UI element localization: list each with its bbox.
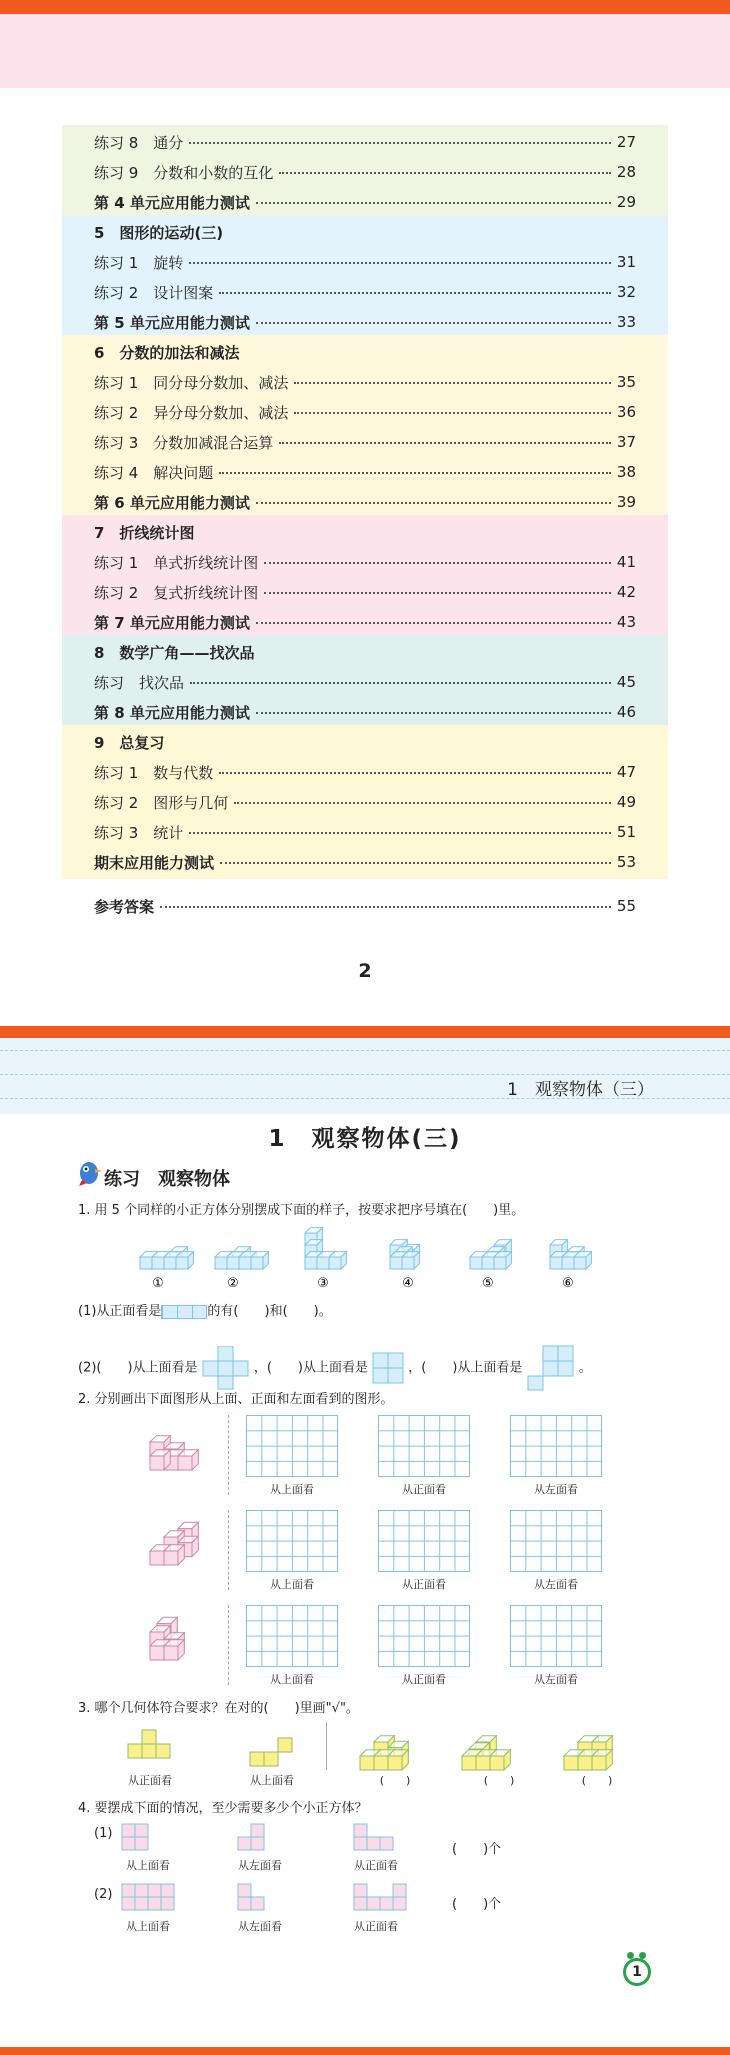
- page-number-badge: 1: [623, 1958, 651, 1986]
- q3-answer-paren[interactable]: ( ): [483, 1774, 515, 1787]
- cube: [388, 1750, 408, 1770]
- toc-label: 第 5 单元应用能力测试: [94, 313, 250, 332]
- toc-leader: [264, 584, 611, 594]
- toc-page-number: 38: [616, 463, 636, 481]
- toc-label: 练习 1 数与代数: [94, 763, 214, 782]
- cube: [592, 1750, 612, 1770]
- toc-label: 9 总复习: [94, 733, 165, 752]
- front-view-icon: [161, 1305, 207, 1319]
- q3-answer-paren[interactable]: ( ): [379, 1774, 411, 1787]
- toc-entry[interactable]: [62, 757, 668, 787]
- toc-leader: [189, 824, 611, 834]
- top-view-shape-c: [527, 1345, 575, 1391]
- toc-label: 第 7 单元应用能力测试: [94, 613, 250, 632]
- q4-label-1: (1): [94, 1826, 113, 1841]
- toc-label: 第 4 单元应用能力测试: [94, 193, 250, 212]
- toc-label: 8 数学广角——找次品: [94, 643, 255, 662]
- bottom-orange-bar: [0, 2047, 730, 2055]
- figure-label: ⑤: [482, 1276, 494, 1290]
- toc-page-number: 32: [616, 283, 636, 301]
- toc-entry[interactable]: [62, 157, 668, 187]
- top-orange-bar: [0, 0, 730, 14]
- header-dash: [0, 1050, 730, 1051]
- top-orange-bar: [0, 1026, 730, 1038]
- toc-test-entry[interactable]: [62, 307, 668, 337]
- grid-caption: 从左面看: [534, 1673, 578, 1686]
- toc-label: 期末应用能力测试: [94, 853, 215, 872]
- toc-leader: [189, 254, 611, 264]
- divider: [326, 1722, 327, 1770]
- toc-label: 练习 2 复式折线统计图: [94, 583, 259, 602]
- toc-page-number: 47: [616, 763, 636, 781]
- toc-page-number: 45: [616, 673, 636, 691]
- cube: [490, 1750, 510, 1770]
- cube: [494, 1252, 511, 1269]
- toc-entry[interactable]: [62, 577, 668, 607]
- toc-chapter-heading[interactable]: [62, 727, 668, 757]
- bird-icon: [76, 1158, 102, 1186]
- toc-test-entry[interactable]: [62, 487, 668, 517]
- toc-label: 练习 2 图形与几何: [94, 793, 229, 812]
- toc-page-number: 31: [616, 253, 636, 271]
- q2-divider: [228, 1605, 229, 1685]
- toc-label: 练习 8 通分: [94, 133, 184, 152]
- question-2: 2. 分别画出下面图形从上面、正面和左面看到的图形。: [78, 1392, 394, 1407]
- running-header: 1 观察物体（三）: [507, 1080, 654, 1100]
- grid-caption: 从正面看: [402, 1673, 446, 1686]
- toc-leader: [264, 554, 611, 564]
- toc-page-number: 36: [616, 403, 636, 421]
- figure-label: ③: [317, 1276, 329, 1290]
- question-4: 4. 要摆成下面的情况，至少需要多少个小正方体？: [78, 1801, 368, 1816]
- drawing-grid[interactable]: [246, 1510, 338, 1572]
- toc-leader: [219, 764, 611, 774]
- toc-label: 7 折线统计图: [94, 523, 195, 542]
- q4-caption-left: 从左面看: [238, 1859, 282, 1872]
- toc-leader: [294, 404, 611, 414]
- toc-chapter-heading[interactable]: [62, 637, 668, 667]
- cube: [251, 1252, 268, 1269]
- header-band: [0, 14, 730, 88]
- q4-label-2: (2): [94, 1887, 113, 1902]
- toc-label: 参考答案: [94, 897, 155, 916]
- q2-solid-figure: [140, 1610, 210, 1670]
- q4-caption-front: 从正面看: [354, 1920, 398, 1933]
- grid-caption: 从上面看: [270, 1483, 314, 1496]
- toc-leader: [234, 794, 611, 804]
- toc-leader: [294, 374, 611, 384]
- toc-chapter-heading[interactable]: [62, 517, 668, 547]
- toc-leader: [220, 854, 611, 864]
- top-view-shape-a: [202, 1346, 250, 1390]
- toc-entry[interactable]: [62, 457, 668, 487]
- figure-label: ②: [227, 1276, 239, 1290]
- grid-caption: 从正面看: [402, 1578, 446, 1591]
- toc-page-number: 29: [616, 193, 636, 211]
- toc-label: 练习 3 分数加减混合运算: [94, 433, 274, 452]
- toc-leader: [279, 434, 611, 444]
- q2-divider: [228, 1415, 229, 1495]
- toc-label: 练习 1 单式折线统计图: [94, 553, 259, 572]
- grid-caption: 从上面看: [270, 1578, 314, 1591]
- q1-sub2: (2)( )从上面看是 ，( )从上面看是 ，( )从上面看是 。: [78, 1345, 592, 1391]
- q4-caption-front: 从正面看: [354, 1859, 398, 1872]
- q1-figures: [130, 1225, 630, 1290]
- toc-leader: [256, 494, 611, 504]
- cube: [329, 1252, 346, 1269]
- toc-entry[interactable]: [62, 397, 668, 427]
- toc-page-number: 43: [616, 613, 636, 631]
- toc-label: 6 分数的加法和减法: [94, 343, 240, 362]
- toc-page-number: 35: [616, 373, 636, 391]
- toc-entry[interactable]: [62, 817, 668, 847]
- toc-leader: [189, 134, 611, 144]
- q2-solid-figure: [140, 1515, 210, 1575]
- cube: [164, 1640, 184, 1660]
- toc-label: 5 图形的运动(三): [94, 223, 224, 242]
- chapter-title: 1 观察物体(三): [268, 1126, 462, 1152]
- toc-label: 练习 1 旋转: [94, 253, 184, 272]
- page-number: 2: [358, 960, 372, 982]
- top-view-shape-b: [372, 1352, 404, 1384]
- toc-leader: [279, 164, 611, 174]
- toc-page-number: 53: [616, 853, 636, 871]
- toc-page-number: 46: [616, 703, 636, 721]
- toc-test-entry[interactable]: [62, 891, 668, 921]
- grid-caption: 从左面看: [534, 1483, 578, 1496]
- toc-test-entry[interactable]: [62, 697, 668, 727]
- toc-leader: [256, 314, 611, 324]
- toc-label: 练习 9 分数和小数的互化: [94, 163, 274, 182]
- toc-label: 练习 1 同分母分数加、减法: [94, 373, 289, 392]
- toc-leader: [219, 284, 611, 294]
- toc-entry[interactable]: [62, 547, 668, 577]
- toc-leader: [256, 614, 611, 624]
- drawing-grid[interactable]: [246, 1605, 338, 1667]
- toc-page-number: 37: [616, 433, 636, 451]
- toc-label: 练习 找次品: [94, 673, 185, 692]
- q2-divider: [228, 1510, 229, 1590]
- toc-test-entry[interactable]: [62, 187, 668, 217]
- q1-sub1: (1)从正面看是 的有( )和( )。: [78, 1304, 332, 1319]
- cube: [150, 1450, 170, 1470]
- q4-answer-2[interactable]: ( )个: [452, 1897, 502, 1912]
- toc-entry[interactable]: [62, 247, 668, 277]
- toc-entry[interactable]: [62, 277, 668, 307]
- toc-label: 练习 3 统计: [94, 823, 184, 842]
- cube: [176, 1252, 193, 1269]
- q3-answer-paren[interactable]: ( ): [581, 1774, 613, 1787]
- drawing-grid[interactable]: [510, 1510, 602, 1572]
- toc-page-number: 28: [616, 163, 636, 181]
- toc-chapter-heading[interactable]: [62, 217, 668, 247]
- q4-caption-top: 从上面看: [126, 1920, 170, 1933]
- toc-label: 第 6 单元应用能力测试: [94, 493, 250, 512]
- toc-label: 练习 2 异分母分数加、减法: [94, 403, 289, 422]
- toc-leader: [256, 194, 611, 204]
- toc-entry[interactable]: [62, 427, 668, 457]
- toc-page-number: 27: [616, 133, 636, 151]
- toc-test-entry[interactable]: [62, 607, 668, 637]
- grid-caption: 从正面看: [402, 1483, 446, 1496]
- toc-page-number: 42: [616, 583, 636, 601]
- drawing-grid[interactable]: [378, 1415, 470, 1477]
- drawing-grid[interactable]: [510, 1605, 602, 1667]
- drawing-grid[interactable]: [378, 1510, 470, 1572]
- toc-entry[interactable]: [62, 787, 668, 817]
- table-of-contents: [62, 127, 668, 916]
- cube: [402, 1252, 419, 1269]
- toc-test-entry[interactable]: [62, 847, 668, 877]
- toc-leader: [256, 704, 611, 714]
- toc-page-number: 33: [616, 313, 636, 331]
- q2-solid-figure: [140, 1420, 210, 1480]
- toc-page-number: 51: [616, 823, 636, 841]
- q3-caption-front: 从正面看: [128, 1774, 172, 1787]
- drawing-grid[interactable]: [510, 1415, 602, 1477]
- q3-figures: [110, 1720, 630, 1780]
- grid-caption: 从上面看: [270, 1673, 314, 1686]
- toc-entry[interactable]: [62, 367, 668, 397]
- drawing-grid[interactable]: [246, 1415, 338, 1477]
- figure-label: ①: [152, 1276, 164, 1290]
- cube: [164, 1545, 184, 1565]
- toc-leader: [219, 464, 611, 474]
- toc-chapter-heading[interactable]: [62, 337, 668, 367]
- toc-label: 练习 2 设计图案: [94, 283, 214, 302]
- toc-page-number: 41: [616, 553, 636, 571]
- q4-caption-top: 从上面看: [126, 1859, 170, 1872]
- cube: [178, 1450, 198, 1470]
- drawing-grid[interactable]: [378, 1605, 470, 1667]
- toc-page-number: 49: [616, 793, 636, 811]
- toc-page-number: 39: [616, 493, 636, 511]
- toc-leader: [190, 674, 611, 684]
- question-1: 1. 用 5 个同样的小正方体分别摆成下面的样子，按要求把序号填在( )里。: [78, 1203, 525, 1218]
- toc-entry[interactable]: [62, 667, 668, 697]
- q3-caption-top: 从上面看: [250, 1774, 294, 1787]
- figure-label: ④: [402, 1276, 414, 1290]
- section-title: 练习 观察物体: [104, 1169, 230, 1190]
- toc-page-number: 55: [616, 897, 636, 915]
- cube: [574, 1252, 591, 1269]
- question-3: 3. 哪个几何体符合要求？在对的( )里画"√"。: [78, 1701, 359, 1716]
- q4-caption-left: 从左面看: [238, 1920, 282, 1933]
- toc-leader: [160, 898, 611, 908]
- toc-label: 第 8 单元应用能力测试: [94, 703, 250, 722]
- toc-label: 练习 4 解决问题: [94, 463, 214, 482]
- figure-label: ⑥: [562, 1276, 574, 1290]
- q4-answer-1[interactable]: ( )个: [452, 1842, 502, 1857]
- grid-caption: 从左面看: [534, 1578, 578, 1591]
- toc-entry[interactable]: [62, 127, 668, 157]
